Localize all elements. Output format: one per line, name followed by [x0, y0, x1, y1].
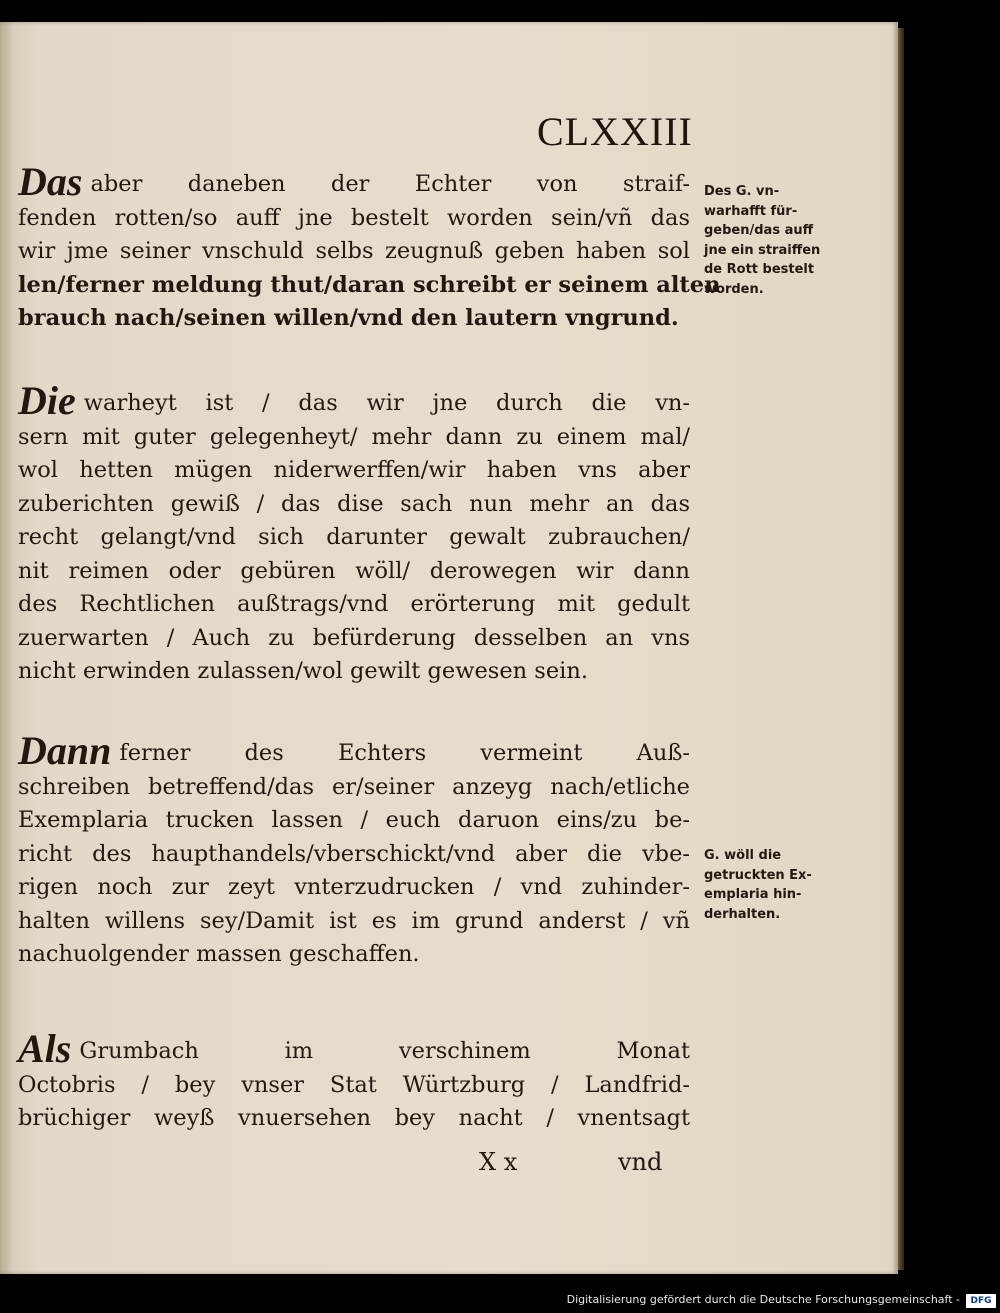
margin-line: emplaria hin- [704, 887, 802, 902]
margin-note-1 [704, 182, 854, 299]
page-edge [898, 28, 904, 1270]
text-line: richt des haupthandels/vberschickt/vnd aber die vbe- [18, 840, 690, 867]
text-line: nicht erwinden zulassen/wol gewilt gewesen sein. [18, 658, 589, 684]
text-line: recht gelangt/vnd sich darunter gewalt zubrauchen/ [18, 524, 690, 550]
text-line: fenden rotten/so auff jne bestelt worden sein/vñ das [18, 204, 690, 231]
margin-line: getruckten Ex- [704, 867, 812, 883]
text-line: Die warheyt ist / das wir jne durch die vn- [18, 378, 690, 423]
dfg-logo: DFG [966, 1294, 996, 1308]
text-line: wol hetten mügen niderwerffen/wir haben vns aber [18, 457, 690, 483]
text-line: Octobris / bey vnser Stat Würtzburg / Landfrid- [18, 1071, 690, 1098]
initial-letter: Das [18, 159, 83, 204]
signature-mark: X x [479, 1148, 518, 1176]
text-line: halten willens sey/Damit ist es im grund anderst / vñ [18, 907, 690, 934]
margin-note-2 [704, 846, 854, 924]
text-line: schreiben betreffend/das er/seiner anzeyg nach/etliche [18, 773, 690, 800]
paragraph-2 [18, 378, 690, 689]
text-line: rigen noch zur zeyt vnterzudrucken / vnd zuhinder- [18, 874, 690, 900]
book-page [0, 22, 898, 1274]
margin-line: G. wöll die [704, 848, 782, 863]
text-line: wir jme seiner vnschuld selbs zeugnuß geben haben sol [18, 238, 690, 264]
paragraph-4 [18, 1026, 690, 1136]
folio-number: CLXXIII [537, 109, 693, 154]
catchword: vnd [618, 1148, 663, 1176]
text-line: len/ferner meldung thut/daran schreibt er seinem alten [18, 271, 721, 298]
margin-line: de Rott bestelt [704, 262, 815, 277]
margin-line: jne ein straiffen [704, 242, 821, 258]
text-line: Als Grumbach im verschinem Monat [18, 1026, 690, 1071]
funding-credit: Digitalisierung gefördert durch die Deutsche Forschungsgemeinschaft - [566, 1293, 960, 1306]
margin-line: worden. [704, 281, 764, 297]
margin-line: warhafft für- [704, 203, 798, 219]
text-line: des Rechtlichen außtrags/vnd erörterung mit gedult [18, 591, 690, 617]
margin-line: geben/das auff [704, 223, 814, 238]
initial-letter: Als [18, 1026, 72, 1071]
text-line: zuberichten gewiß / das dise sach nun mehr an das [18, 490, 690, 517]
text-line: sern mit guter gelegenheyt/ mehr dann zu einem mal/ [18, 423, 690, 450]
footer-bar [0, 1277, 1000, 1313]
margin-line: derhalten. [704, 906, 781, 922]
text-line: brauch nach/seinen willen/vnd den lautern vngrund. [18, 305, 679, 331]
paragraph-3 [18, 728, 690, 972]
text-line: Das aber daneben der Echter von straif- [18, 159, 690, 204]
text-line: Dann ferner des Echters vermeint Auß- [18, 728, 690, 773]
text-line: brüchiger weyß vnuersehen bey nacht / vnentsagt [18, 1105, 690, 1131]
initial-letter: Die [18, 378, 76, 423]
initial-letter: Dann [18, 728, 112, 773]
margin-line: Des G. vn- [704, 184, 780, 199]
text-line: nit reimen oder gebüren wöll/ derowegen wir dann [18, 557, 690, 584]
text-line: zuerwarten / Auch zu befürderung desselben an vns [18, 624, 690, 651]
paragraph-1 [18, 159, 721, 336]
text-line: nachuolgender massen geschaffen. [18, 941, 420, 967]
text-line: Exemplaria trucken lassen / euch daruon eins/zu be- [18, 807, 690, 833]
